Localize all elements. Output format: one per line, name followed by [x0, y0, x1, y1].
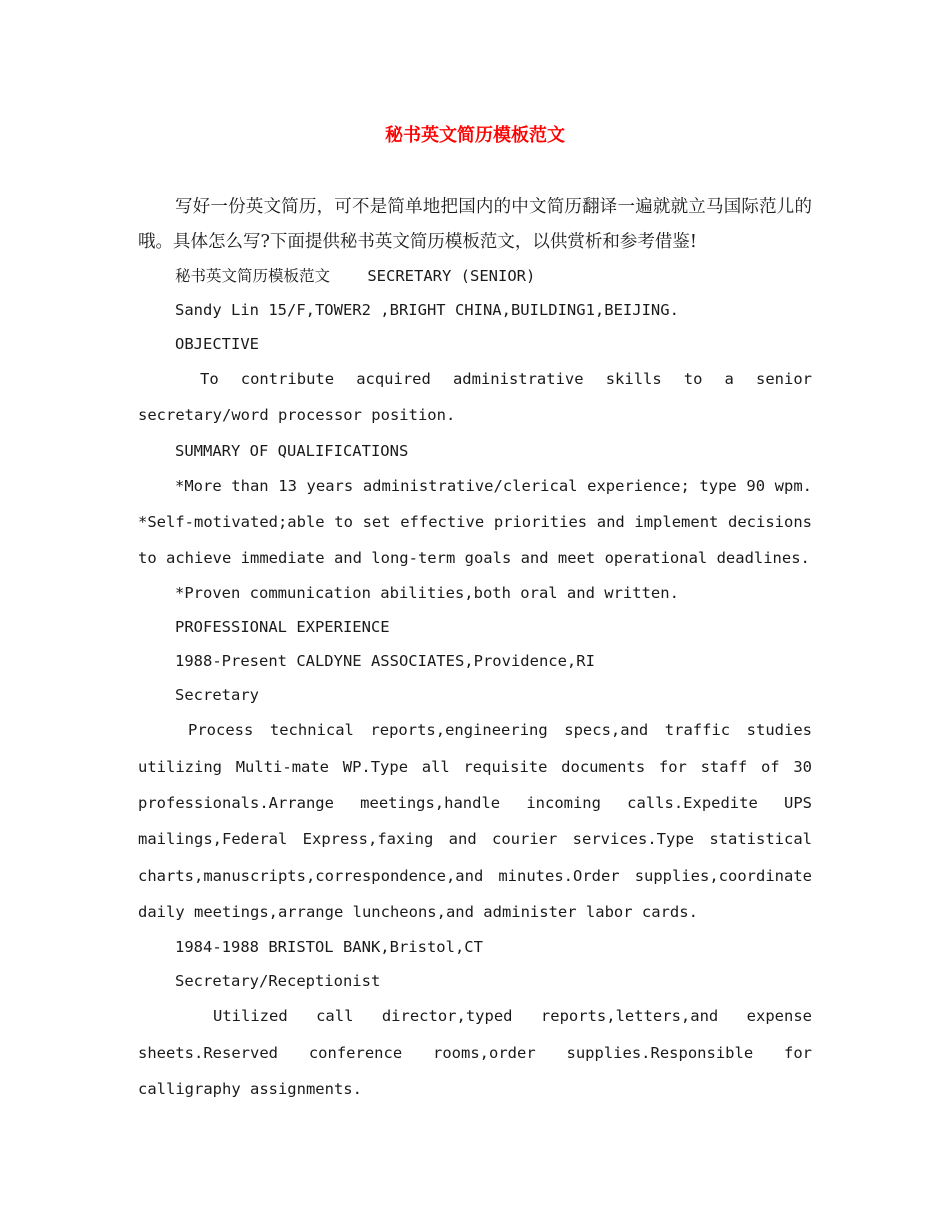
job-period-company: 1988-Present CALDYNE ASSOCIATES,Providence,RI [175, 652, 595, 671]
summary-item: *Proven communication abilities,both oral and written. [175, 584, 679, 603]
resume-heading-cn: 秘书英文简历模板范文 [175, 267, 331, 285]
intro-paragraph: 写好一份英文简历，可不是简单地把国内的中文简历翻译一遍就就立马国际范儿的哦。具体怎么写?下面提供秘书英文简历模板范文，以供赏析和参考借鉴! [138, 197, 812, 252]
summary-heading: SUMMARY OF QUALIFICATIONS [175, 441, 409, 460]
resume-heading-en: SECRETARY (SENIOR) [330, 267, 536, 285]
job-description: Process technical reports,engineering specs,and traffic studies utilizing Multi-mate WP.Type all requisite documents for staff of 30 professionals.Arrange meetings,handle incoming calls.Expedite UPS mailings,Federal Express,faxing and courier services.Type statistical charts,manuscripts,correspondence,and minutes.Order supplies,coordinate daily meetings,arrange luncheons,and administer labor cards. [138, 721, 822, 921]
contact-line: Sandy Lin 15/F,TOWER2 ,BRIGHT CHINA,BUILDING1,BEIJING. [175, 301, 679, 319]
document-body [138, 190, 822, 1107]
resume-heading-line [138, 259, 812, 293]
experience-heading: PROFESSIONAL EXPERIENCE [175, 618, 390, 637]
objective-text: To contribute acquired administrative skills to a senior secretary/word processor position. [138, 370, 822, 425]
job-role: Secretary/Receptionist [175, 972, 381, 991]
job-description: Utilized call director,typed reports,letters,and expense sheets.Reserved conference rooms,order supplies.Responsible for calligraphy assignments. [138, 1007, 822, 1098]
summary-item: *More than 13 years administrative/clerical experience; type 90 wpm. *Self-motivated;able to set effective priorities and implement decisions to achieve immediate and long-term goals and meet operational deadlines. [138, 476, 822, 568]
job-period-company: 1984-1988 BRISTOL BANK,Bristol,CT [175, 938, 483, 957]
job-role: Secretary [175, 686, 259, 705]
document-title: 秘书英文简历模板范文 [385, 125, 565, 146]
objective-heading: OBJECTIVE [175, 335, 259, 353]
